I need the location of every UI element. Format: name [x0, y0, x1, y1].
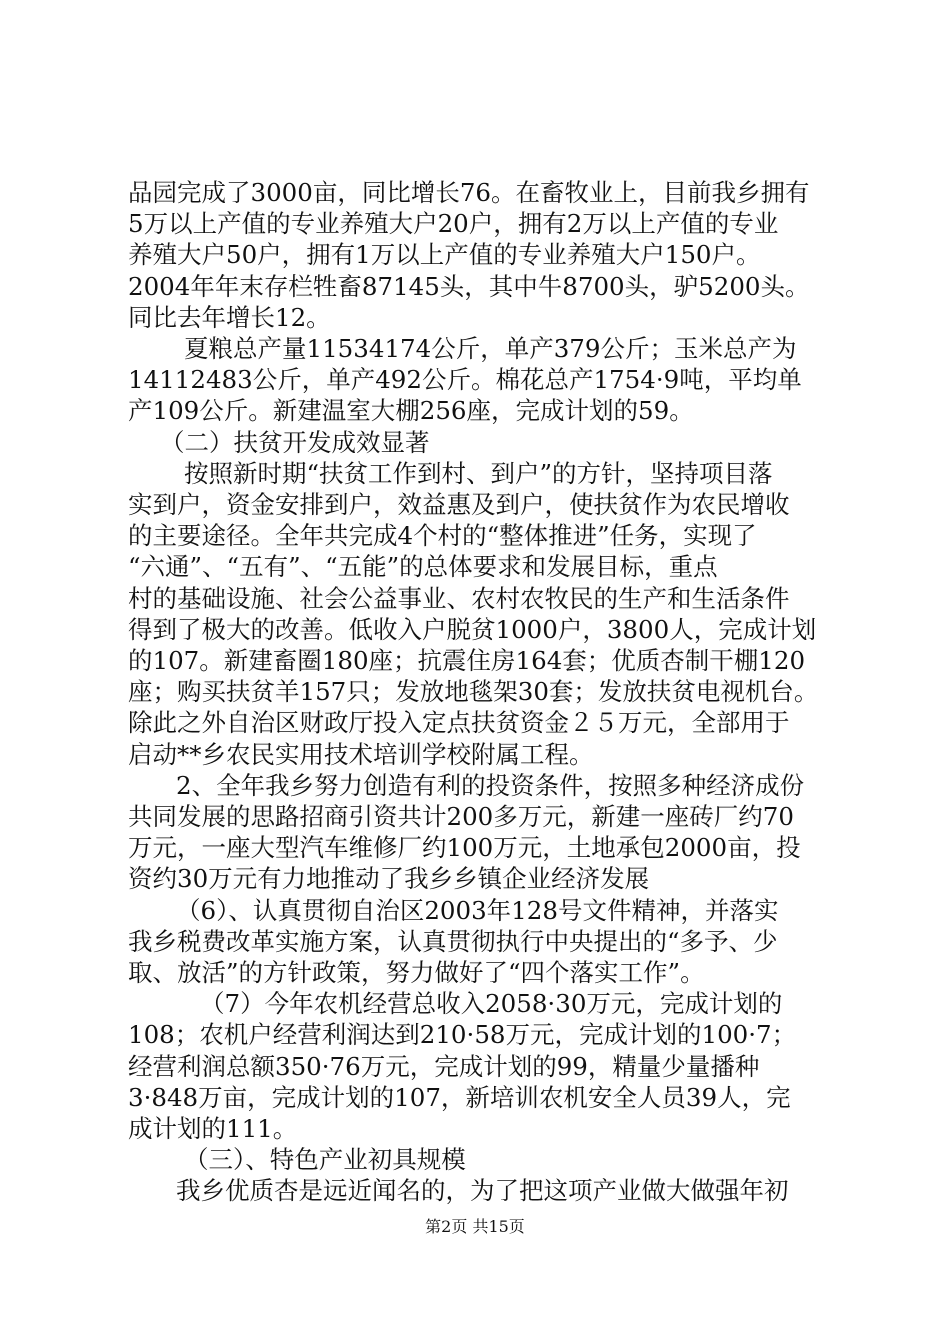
- text-line: 的主要途径。全年共完成4个村的“整体推进”任务，实现了: [128, 521, 757, 551]
- text-line: 按照新时期“扶贫工作到村、到户”的方针，坚持项目落: [184, 458, 773, 488]
- text-line: 除此之外自治区财政厅投入定点扶贫资金２５万元，全部用于: [128, 708, 790, 738]
- page-number-footer: 第2页 共15页: [425, 1217, 525, 1236]
- text-line: 2、全年我乡努力创造有利的投资条件，按照多种经济成份: [176, 770, 805, 800]
- text-line: 村的基础设施、社会公益事业、农村农牧民的生产和生活条件: [128, 583, 790, 613]
- text-line: 14112483公斤，单产492公斤。棉花总产1754·9吨，平均单: [128, 365, 802, 395]
- text-line: “六通”、“五有”、“五能”的总体要求和发展目标，重点: [128, 552, 718, 582]
- text-line: 座；购买扶贫羊157只；发放地毯架30套；发放扶贫电视机台。: [128, 677, 819, 707]
- text-line: 资约30万元有力地推动了我乡乡镇企业经济发展: [128, 864, 650, 894]
- text-line: 3·848万亩，完成计划的107，新培训农机安全人员39人，完: [128, 1082, 791, 1112]
- text-line: 108；农机户经营利润达到210·58万元，完成计划的100·7；: [128, 1020, 797, 1050]
- text-line: 经营利润总额350·76万元，完成计划的99，精量少量播种: [128, 1051, 760, 1081]
- text-line: 我乡优质杏是远近闻名的，为了把这项产业做大做强年初: [176, 1176, 789, 1206]
- text-line: 5万以上产值的专业养殖大户20户，拥有2万以上产值的专业: [128, 209, 779, 239]
- text-line: 产109公斤。新建温室大棚256座，完成计划的59。: [128, 396, 694, 426]
- text-line: 启动**乡农民实用技术培训学校附属工程。: [128, 739, 594, 769]
- text-line: 2004年年末存栏牲畜87145头，其中牛8700头，驴5200头。: [128, 271, 810, 301]
- text-line: 成计划的111。: [128, 1114, 298, 1143]
- section-heading: （三）、特色产业初具规模: [184, 1145, 466, 1175]
- text-line: 品园完成了3000亩，同比增长76。在畜牧业上，目前我乡拥有: [128, 178, 810, 207]
- text-line: （6）、认真贯彻自治区2003年128号文件精神，并落实: [176, 895, 779, 925]
- text-line: 的107。新建畜圈180座；抗震住房164套；优质杏制干棚120: [128, 646, 806, 675]
- text-line: （7）今年农机经营总收入2058·30万元，完成计划的: [200, 989, 783, 1019]
- text-line: 养殖大户50户，拥有1万以上产值的专业养殖大户150户。: [128, 240, 761, 270]
- text-line: 同比去年增长12。: [128, 302, 331, 332]
- text-line: 共同发展的思路招商引资共计200多万元，新建一座砖厂约70: [128, 802, 794, 831]
- text-line: 我乡税费改革实施方案，认真贯彻执行中央提出的“多予、少: [128, 926, 778, 956]
- text-line: 取、放活”的方针政策，努力做好了“四个落实工作”。: [128, 958, 705, 987]
- text-line: 夏粮总产量11534174公斤，单产379公斤；玉米总产为: [184, 334, 797, 363]
- text-line: 得到了极大的改善。低收入户脱贫1000户，3800人，完成计划: [128, 614, 817, 644]
- text-line: 万元，一座大型汽车维修厂约100万元，土地承包2000亩，投: [128, 833, 801, 863]
- section-heading: （二）扶贫开发成效显著: [160, 427, 430, 457]
- text-line: 实到户，资金安排到户，效益惠及到户，使扶贫作为农民增收: [128, 490, 790, 519]
